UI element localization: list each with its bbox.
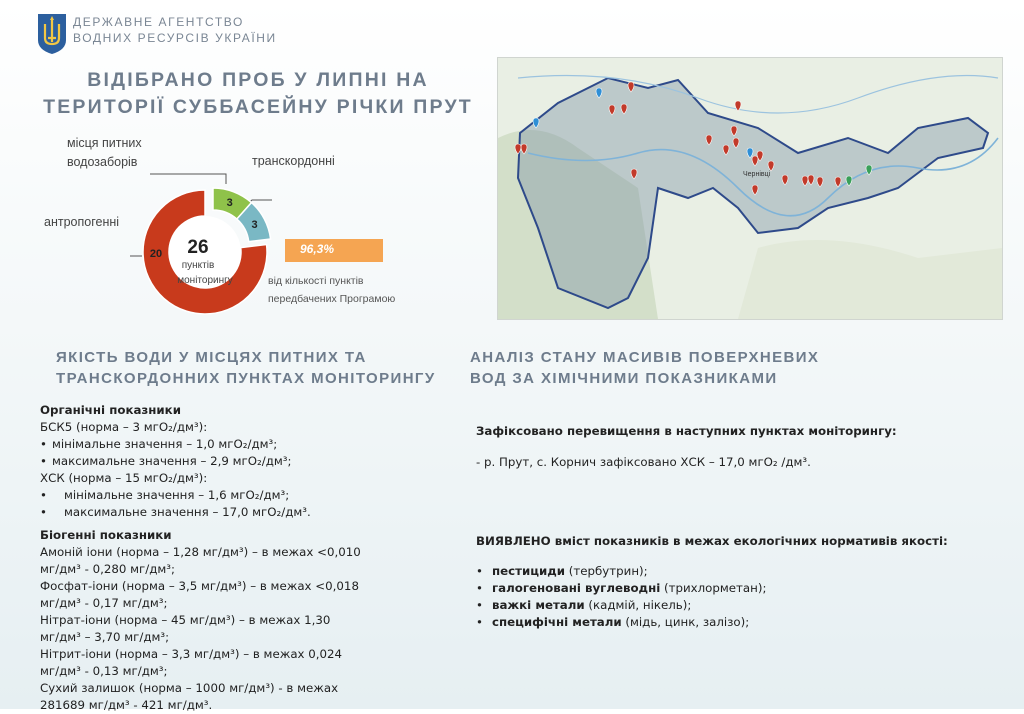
hsk-min-text: мінімальне значення – 1,6 мгО₂/дм³; [64,488,290,502]
found-item-detail: (трихлорметан); [660,581,767,595]
right-heading-line-1: АНАЛІЗ СТАНУ МАСИВІВ ПОВЕРХНЕВИХ [470,349,820,366]
found-item-detail: (мідь, цинк, залізо); [621,615,750,629]
percent-note-line-2: передбачених Програмою [268,293,396,305]
coat-of-arms-icon [36,12,68,56]
donut-slice-label: 3 [226,197,233,210]
bsk-min [40,436,460,453]
percent-value: 96,3% [300,242,335,256]
donut-slice-label: 3 [251,219,258,232]
page-title [28,67,488,121]
bsk-max [40,453,460,470]
residue-line-2: 281689 мг/дм³ - 421 мг/дм³. [40,698,213,712]
label-drinking-line-1: місця питних [67,136,142,150]
map-town-label: Чернівці [743,171,771,178]
organic-title: Органічні показники [40,403,181,417]
found-item-name: галогеновані вуглеводні [492,581,661,595]
phosphate-line-2: мг/дм³ - 0,17 мг/дм³; [40,596,168,610]
found-item-name: важкі метали [492,598,585,612]
exceedance-item: - р. Прут, с. Корнич зафіксовано ХСК – 17,0 мгО₂ /дм³. [476,455,811,469]
phosphate-line-1: Фосфат-іони (норма – 3,5 мг/дм³) – в межах <0,018 [40,579,359,593]
nitrate-line-2: мг/дм³ – 3,70 мг/дм³; [40,630,170,644]
left-heading-line-1: ЯКІСТЬ ВОДИ У МІСЦЯХ ПИТНИХ ТА [56,349,367,366]
left-heading-line-2: ТРАНСКОРДОННИХ ПУНКТАХ МОНІТОРИНГУ [56,370,436,387]
donut-center-label-1: пунктів [181,260,215,271]
label-drinking-line-2: водозаборів [67,155,138,169]
found-list-item [476,614,1006,631]
hsk-line: ХСК (норма – 15 мгО₂/дм³): [40,471,208,485]
biogen-title: Біогенні показники [40,528,172,542]
donut-center-label-2: моніторингу [177,275,233,286]
percent-note-line-1: від кількості пунктів [268,275,364,287]
bsk-line: БСК5 (норма – 3 мгО₂/дм³): [40,420,208,434]
page-title-line-1: ВІДІБРАНО ПРОБ У ЛИПНІ НА [87,69,429,91]
leader-line-drinking [150,174,226,184]
hsk-max [40,504,460,521]
found-item-name: специфічні метали [492,615,622,629]
hsk-min [40,487,460,504]
ammonium-line-1: Амоній іони (норма – 1,28 мг/дм³) – в межах <0,010 [40,545,361,559]
nitrite-line-2: мг/дм³ - 0,13 мг/дм³; [40,664,168,678]
bsk-min-text: мінімальне значення – 1,0 мгО₂/дм³; [52,437,278,451]
bsk-max-text: максимальне значення – 2,9 мгО₂/дм³; [52,454,292,468]
right-section-heading [470,347,890,389]
found-item-detail: (кадмій, нікель); [584,598,692,612]
donut-total: 26 [187,237,209,258]
agency-line-2: ВОДНИХ РЕСУРСІВ УКРАЇНИ [73,31,277,45]
agency-line-1: ДЕРЖАВНЕ АГЕНТСТВО [73,15,244,29]
found-item-detail: (тербутрин); [565,564,648,578]
exceedance-title: Зафіксовано перевищення в наступних пунктах моніторингу: [476,424,897,438]
nitrite-line-1: Нітрит-іони (норма – 3,3 мг/дм³) – в межах 0,024 [40,647,343,661]
found-list-item [476,580,1006,597]
found-title: ВИЯВЛЕНО вміст показників в межах екологічних нормативів якості: [476,534,948,548]
found-list [476,563,1006,631]
agency-name [73,14,277,46]
found-item-name: пестициди [492,564,566,578]
label-drinking-intakes [67,134,142,172]
donut-slice-label: 20 [149,248,163,260]
monitoring-points-donut [130,170,280,320]
left-section-heading [56,347,456,389]
ammonium-line-2: мг/дм³ - 0,280 мг/дм³; [40,562,175,576]
nitrate-line-1: Нітрат-іони (норма – 45 мг/дм³) – в межах 1,30 [40,613,331,627]
percent-note [268,272,395,308]
water-quality-details [40,402,460,714]
basin-map[interactable] [497,57,1003,320]
found-list-item [476,597,1006,614]
page-title-line-2: ТЕРИТОРІЇ СУББАСЕЙНУ РІЧКИ ПРУТ [43,96,473,118]
hsk-max-text: максимальне значення – 17,0 мгО₂/дм³. [64,505,311,519]
residue-line-1: Сухий залишок (норма – 1000 мг/дм³) - в межах [40,681,339,695]
found-list-item [476,563,1006,580]
label-anthropogenic: антропогенні [44,215,120,229]
right-heading-line-2: ВОД ЗА ХІМІЧНИМИ ПОКАЗНИКАМИ [470,370,778,387]
label-transboundary: транскордонні [252,154,335,168]
